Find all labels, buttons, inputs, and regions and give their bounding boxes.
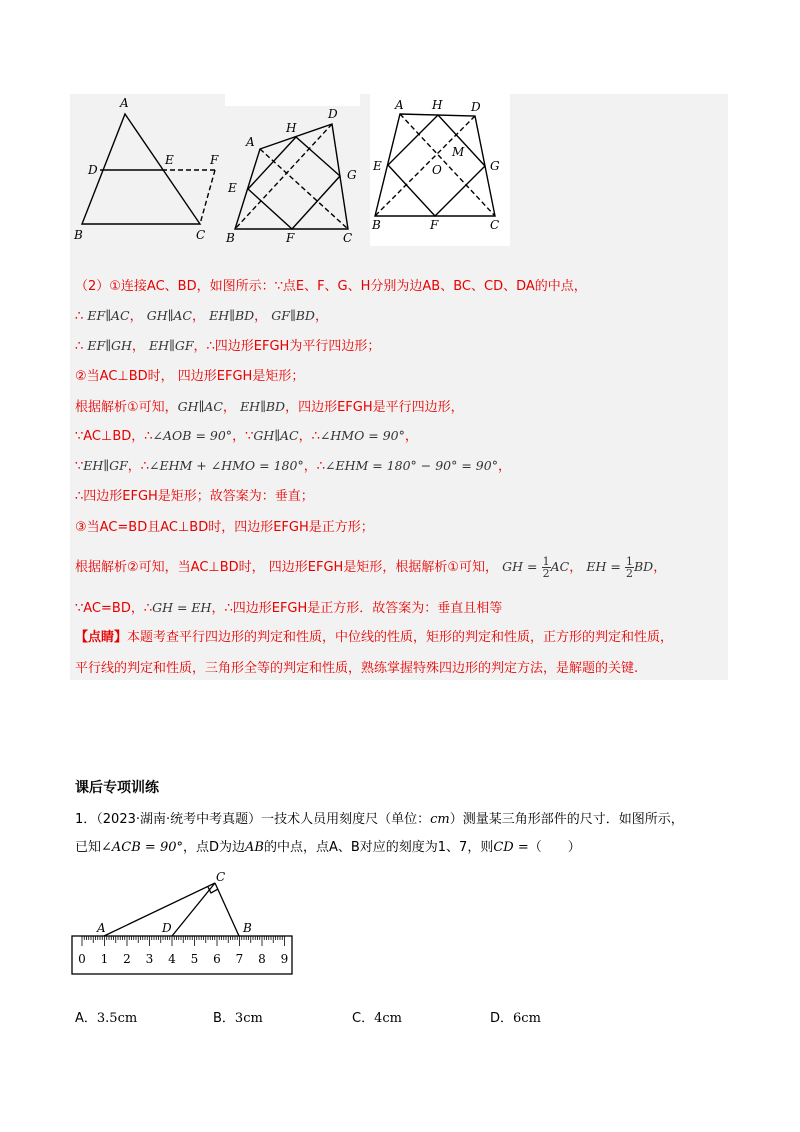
solution-line-5: 根据解析①可知，GH∥AC， EH∥BD，四边形EFGH是平行四边形，: [75, 399, 464, 415]
label-f2-H: H: [286, 121, 297, 135]
fraction-half-2: $\frac{1}{2}$: [625, 555, 633, 580]
ruler-label-D: D: [162, 921, 172, 935]
solution-line-4: ②当AC⊥BD时， 四边形EFGH是矩形；: [75, 369, 305, 384]
ruler-figure: [68, 866, 298, 978]
ruler-number-label: 8: [258, 952, 266, 966]
ruler-number-label: 5: [190, 952, 199, 966]
option-b[interactable]: B．3cm: [213, 1011, 263, 1026]
solution-line-2: ∴ EF∥AC， GH∥AC， EH∥BD， GF∥BD，: [75, 308, 328, 324]
label-f2-C: C: [343, 231, 353, 245]
label-f2-F: F: [286, 231, 295, 245]
label-f3-G: G: [490, 159, 500, 173]
figure-triangle-midline: [82, 114, 215, 224]
ruler-number-label: 7: [235, 952, 244, 966]
option-c[interactable]: C．4cm: [352, 1011, 402, 1026]
ruler-number-label: 0: [78, 952, 86, 966]
label-f3-M: M: [452, 145, 465, 159]
solution-line-3: ∴ EF∥GH， EH∥GF，∴四边形EFGH为平行四边形；: [75, 338, 381, 354]
section-title: 课后专项训练: [75, 780, 159, 796]
label-f1-F: F: [210, 153, 219, 167]
solution-line-1: （2）①连接AC、BD，如图所示：∵点E、F、G、H分别为边AB、BC、CD、DA的中点，: [75, 279, 587, 294]
label-f3-C: C: [490, 218, 500, 232]
label-f3-E: E: [373, 159, 382, 173]
ruler-label-C: C: [216, 870, 226, 884]
label-f3-O: O: [432, 163, 442, 177]
geometry-figures: [70, 94, 515, 254]
label-f2-B: B: [226, 231, 235, 245]
label-f1-E: E: [165, 153, 174, 167]
ruler-number-label: 9: [280, 952, 289, 966]
label-f3-A: A: [395, 98, 404, 112]
solution-comment-2: 平行线的判定和性质，三角形全等的判定和性质，熟练掌握特殊四边形的判定方法，是解题的关键.: [75, 661, 639, 676]
solution-line-7: ∵EH∥GF，∴∠EHM + ∠HMO = 180°，∴∠EHM = 180° − 90° = 90°，: [75, 458, 511, 474]
solution-line-9: ③当AC=BD且AC⊥BD时，四边形EFGH是正方形；: [75, 520, 374, 535]
label-f3-F: F: [430, 218, 439, 232]
option-a[interactable]: A．3.5cm: [75, 1011, 138, 1026]
label-f3-B: B: [372, 218, 381, 232]
label-f3-H: H: [432, 98, 443, 112]
question-line-1: 1．（2023·湖南·统考中考真题）一技术人员用刻度尺（单位：cm）测量某三角形部件的尺寸．如图所示，: [75, 812, 684, 827]
label-f2-E: E: [228, 181, 237, 195]
label-f1-D: D: [88, 163, 98, 177]
label-f2-D: D: [328, 107, 338, 121]
option-d[interactable]: D．6cm: [490, 1011, 541, 1026]
ruler-number-label: 2: [123, 952, 131, 966]
question-line-2: 已知∠ACB = 90°，点D为边AB的中点，点A、B对应的刻度为1、7，则CD =（ ）: [75, 840, 581, 855]
ruler-number-label: 6: [213, 952, 221, 966]
label-f1-B: B: [74, 228, 83, 242]
solution-line-10: 根据解析②可知，当AC⊥BD时， 四边形EFGH是矩形，根据解析①可知， GH = $\frac{1}{2}$ AC， EH = $\frac{1}{2}$ BD，: [75, 555, 667, 580]
solution-line-8: ∴四边形EFGH是矩形；故答案为：垂直；: [75, 489, 314, 504]
solution-comment-1: 【点睛】本题考查平行四边形的判定和性质，中位线的性质，矩形的判定和性质，正方形的判定和性质，: [75, 630, 674, 645]
label-f2-A: A: [246, 135, 255, 149]
solution-line-11: ∵AC=BD，∴GH = EH，∴四边形EFGH是正方形．故答案为：垂直且相等: [75, 600, 503, 616]
ruler-label-A: A: [97, 921, 106, 935]
fraction-half-1: $\frac{1}{2}$: [542, 555, 550, 580]
ruler-number-label: 3: [145, 952, 154, 966]
label-f3-D: D: [471, 100, 481, 114]
label-f2-G: G: [347, 168, 357, 182]
solution-line-6: ∵AC⊥BD，∴∠AOB = 90°，∵GH∥AC，∴∠HMO = 90°，: [75, 428, 418, 444]
ruler-number-label: 4: [168, 952, 176, 966]
ruler-number-label: 1: [100, 952, 109, 966]
ruler-label-B: B: [243, 921, 252, 935]
label-f1-A: A: [120, 96, 129, 110]
label-f1-C: C: [196, 228, 206, 242]
